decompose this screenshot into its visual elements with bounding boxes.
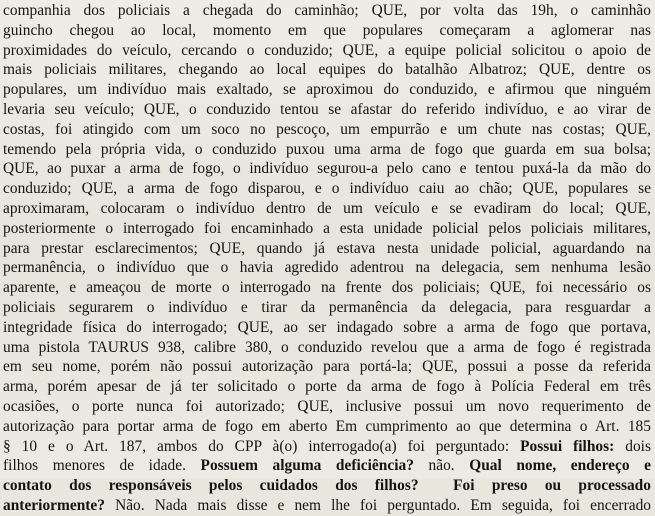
body-text-segment: aproximaram, colocaram o indivíduo dentro de um veículo e se evadiram do local; QUE, bbox=[3, 199, 651, 217]
body-text-segment: levaria seu veículo; QUE, o conduzido tentou se afastar do referido indivíduo, e ao virar de bbox=[3, 100, 651, 118]
text-line bbox=[3, 100, 651, 120]
text-line bbox=[3, 278, 651, 298]
text-line bbox=[3, 41, 651, 61]
text-line bbox=[3, 437, 651, 457]
body-text-segment: não. bbox=[413, 457, 470, 475]
bold-question-text: contato dos responsáveis pelos cuidados dos filhos? bbox=[3, 477, 419, 495]
bold-question-text: Foi preso ou processado bbox=[453, 477, 651, 495]
text-line bbox=[3, 298, 651, 318]
body-text-segment: uma pistola TAURUS 938, calibre 380, o conduzido revelou que a arma de fogo é registrada bbox=[3, 338, 651, 356]
body-text-segment: autorização para portar arma de fogo em aberto Em cumprimento ao que determina o Art. 185 bbox=[3, 417, 651, 435]
text-line bbox=[3, 199, 651, 219]
text-line bbox=[3, 476, 651, 496]
text-line bbox=[3, 338, 651, 358]
text-line bbox=[3, 1, 651, 21]
text-line bbox=[3, 80, 651, 100]
text-line bbox=[3, 179, 651, 199]
text-line bbox=[3, 318, 651, 338]
body-text-segment: temendo pela própria vida, o conduzido puxou uma arma de fogo que guarda em sua bolsa; bbox=[3, 140, 651, 158]
body-text-segment: integridade física do interrogado; QUE, ao ser indagado sobre a arma de fogo que portava, bbox=[3, 318, 651, 336]
body-text-segment: dois bbox=[614, 437, 651, 455]
body-text-segment: mais policiais militares, chegando ao local equipes do batalhão Albatroz; QUE, dentre os bbox=[3, 61, 651, 79]
body-text-segment: populares, um indivíduo mais exaltado, se aproximou do conduzido, e afirmou que ninguém bbox=[3, 81, 651, 99]
text-line bbox=[3, 120, 651, 140]
text-line bbox=[3, 140, 651, 160]
body-text-segment: § 10 e o Art. 187, ambos do CPP à(o) interrogado(a) foi perguntado: bbox=[3, 437, 521, 455]
text-line bbox=[3, 377, 651, 397]
body-text-segment: costas, foi atingido com um soco no pescoço, um empurrão e um chute nas costas; QUE, bbox=[3, 120, 651, 138]
body-text-segment: aparente, e ameaçou de morte o interrogado na frente dos policiais; QUE, foi necessário os bbox=[3, 279, 651, 297]
body-text-segment: guincho chegou ao local, momento em que populares começaram a aglomerar nas bbox=[3, 21, 651, 39]
bold-question-text: Qual nome, endereço e bbox=[469, 457, 651, 475]
document-body bbox=[3, 1, 651, 516]
body-text-segment: arma, porém apesar de já ter solicitado o porte da arma de fogo à Polícia Federal em três bbox=[3, 378, 651, 396]
body-text-segment: posteriormente o interrogado foi encaminhado a esta unidade policial pelos policiais militares, bbox=[3, 219, 651, 237]
body-text-segment: permanência, o indivíduo que o havia agredido adentrou na delegacia, sem nenhuma lesão bbox=[3, 259, 651, 277]
body-text-segment: em seu nome, porém não possui autorização para portá-la; QUE, possui a posse da referida bbox=[3, 358, 651, 376]
text-line bbox=[3, 239, 651, 259]
text-line bbox=[3, 496, 651, 516]
text-line bbox=[3, 397, 651, 417]
text-line bbox=[3, 417, 651, 437]
bold-question-text: Possui filhos: bbox=[520, 437, 615, 455]
text-line bbox=[3, 219, 651, 239]
body-text-segment: Não. Nada mais disse e nem lhe foi perguntado. Em seguida, foi encerrado bbox=[105, 496, 651, 514]
text-line bbox=[3, 21, 651, 41]
body-text-segment: conduzido; QUE, a arma de fogo disparou, e o indivíduo caiu ao chão; QUE, populares se bbox=[3, 180, 651, 198]
bold-question-text: anteriormente? bbox=[3, 496, 105, 514]
bold-question-text: Possuem alguma deficiência? bbox=[200, 457, 414, 475]
body-text-segment: ocasiões, o porte nunca foi autorizado; QUE, inclusive possui um novo requerimento de bbox=[3, 397, 651, 415]
text-line bbox=[3, 357, 651, 377]
body-text-segment: proximidades do veículo, cercando o conduzido; QUE, a equipe policial solicitou o apoio de bbox=[3, 41, 651, 59]
body-text-segment: QUE, ao puxar a arma de fogo, o indivíduo segurou-a pelo cano e tentou puxá-la da mão do bbox=[3, 160, 651, 178]
text-line bbox=[3, 159, 651, 179]
body-text-segment: para prestar esclarecimentos; QUE, quando já estava nesta unidade policial, aguardando na bbox=[3, 239, 651, 257]
text-line bbox=[3, 456, 651, 476]
text-line bbox=[3, 60, 651, 80]
body-text-segment: companhia dos policiais a chegada do caminhão; QUE, por volta das 19h, o caminhão bbox=[3, 2, 651, 19]
body-text-segment: policiais segurarem o indivíduo e tirar da permanência da delegacia, para resguardar a bbox=[3, 298, 651, 316]
body-text-segment bbox=[419, 477, 454, 494]
body-text-segment: filhos menores de idade. bbox=[3, 457, 201, 475]
text-line bbox=[3, 258, 651, 278]
